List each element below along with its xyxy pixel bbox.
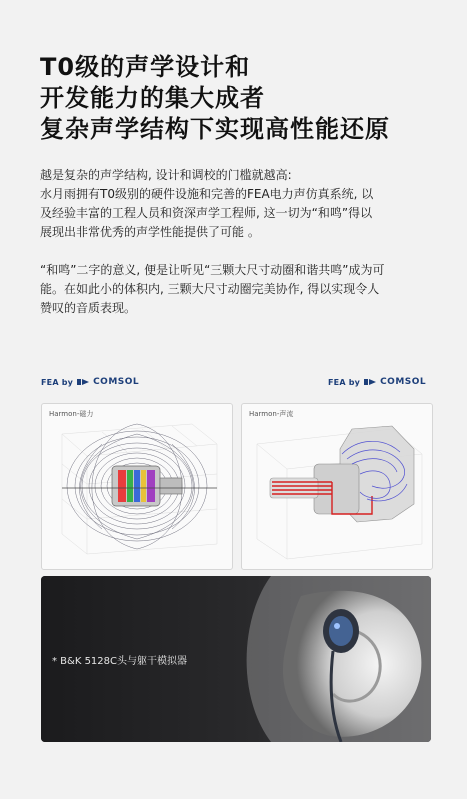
hats-photo: [41, 576, 431, 742]
fea-prefix: FEA by: [41, 377, 74, 387]
intro-line-1: 越是复杂的声学结构, 设计和调校的门槛就越高:: [40, 168, 292, 182]
comsol-logo-icon: [363, 378, 377, 386]
intro-line-3: 及经验丰富的工程人员和资深声学工程师, 这一切为“和鸣”得以: [40, 206, 373, 220]
comsol-brand: COMSOL: [93, 377, 140, 387]
acoustic-simulation-panel: [241, 403, 433, 570]
heading-line-1: T0级的声学设计和: [40, 53, 251, 81]
meaning-line-2: 能。在如此小的体积内, 三颗大尺寸动圈完美协作, 得以实现令人: [40, 282, 380, 296]
fea-badge-right: [328, 377, 426, 387]
heading-line-2: 开发能力的集大成者: [40, 84, 265, 112]
intro-paragraph: [40, 166, 435, 242]
photo-caption: * B&K 5128C头与躯干模拟器: [52, 656, 188, 667]
fea-prefix: FEA by: [328, 377, 361, 387]
magnetic-simulation-panel: [41, 403, 233, 570]
comsol-brand: COMSOL: [380, 377, 427, 387]
acoustic-flow-render: [242, 404, 432, 569]
page-heading: [40, 52, 390, 145]
meaning-paragraph: [40, 261, 435, 318]
fea-badge-left: [41, 377, 139, 387]
heading-line-3: 复杂声学结构下实现高性能还原: [40, 115, 390, 143]
intro-line-2: 水月雨拥有T0级别的硬件设施和完善的FEA电力声仿真系统, 以: [40, 187, 374, 201]
magnetic-field-render: [42, 404, 232, 569]
acoustic-panel-label: Harmon-声流: [249, 410, 294, 418]
magnetic-panel-label: Harmon-磁力: [49, 410, 94, 418]
intro-line-4: 展现出非常优秀的声学性能提供了可能 。: [40, 225, 260, 239]
meaning-line-1: “和鸣”二字的意义, 便是让听见“三颗大尺寸动圈和谐共鸣”成为可: [40, 263, 385, 277]
meaning-line-3: 赞叹的音质表现。: [40, 301, 137, 315]
comsol-logo-icon: [76, 378, 90, 386]
